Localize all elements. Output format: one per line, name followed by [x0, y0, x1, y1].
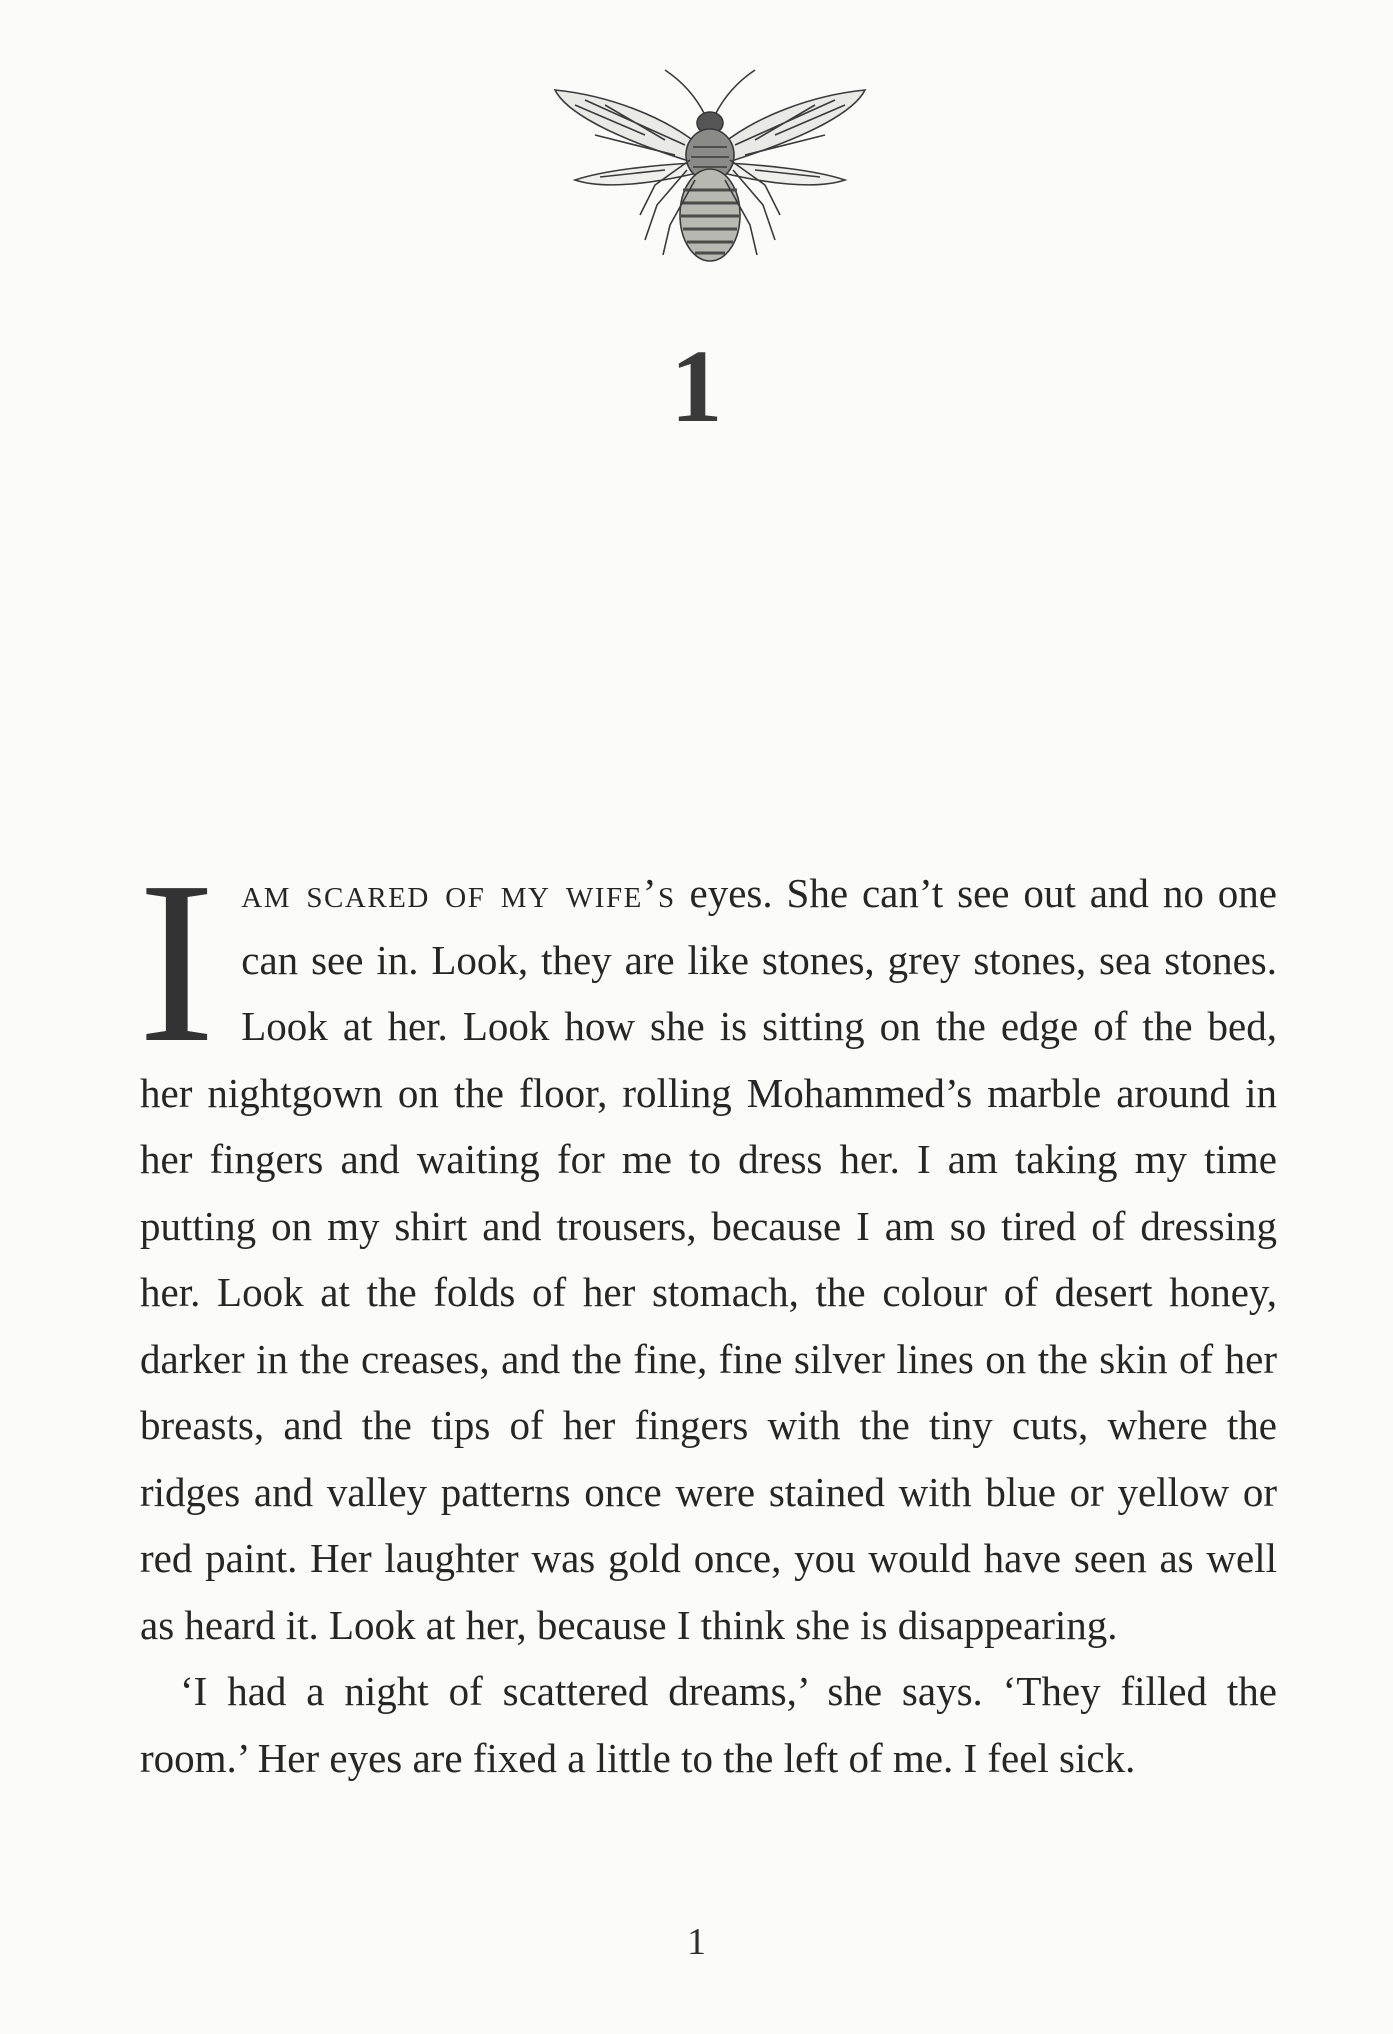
- drop-cap: I: [138, 834, 216, 1091]
- paragraph-2: ‘I had a night of scattered dreams,’ she says. ‘They filled the room.’ Her eyes are fixed a little to the left of me. I feel sick.: [140, 1668, 1277, 1781]
- bee-icon: [545, 55, 875, 275]
- paragraph-1-text: eyes. She can’t see out and no one can see in. Look, they are like stones, grey stones, sea stones. Look at her. Look how she is sitting on the edge of the bed, her nightgown on the floor, rolling Mohammed’s marble around in her fingers and waiting for me to dress her. I am taking my time putting on my shirt and trousers, because I am so tired of dressing her. Look at the folds of her stomach, the colour of desert honey, darker in the creases, and the fine, fine silver lines on the skin of her breasts, and the tips of her fingers with the tiny cuts, where the ridges and valley patterns once were stained with blue or yellow or red paint. Her laughter was gold once, you would have seen as well as heard it. Look at her, because I think she is disappearing.: [140, 870, 1277, 1648]
- page-number: 1: [687, 1921, 706, 1963]
- lead-in-small-caps: am scared of my wife’s: [241, 870, 676, 916]
- paragraph-1: [138, 834, 1277, 1658]
- chapter-number: 1: [670, 329, 723, 444]
- chapter-body: [138, 834, 1277, 1791]
